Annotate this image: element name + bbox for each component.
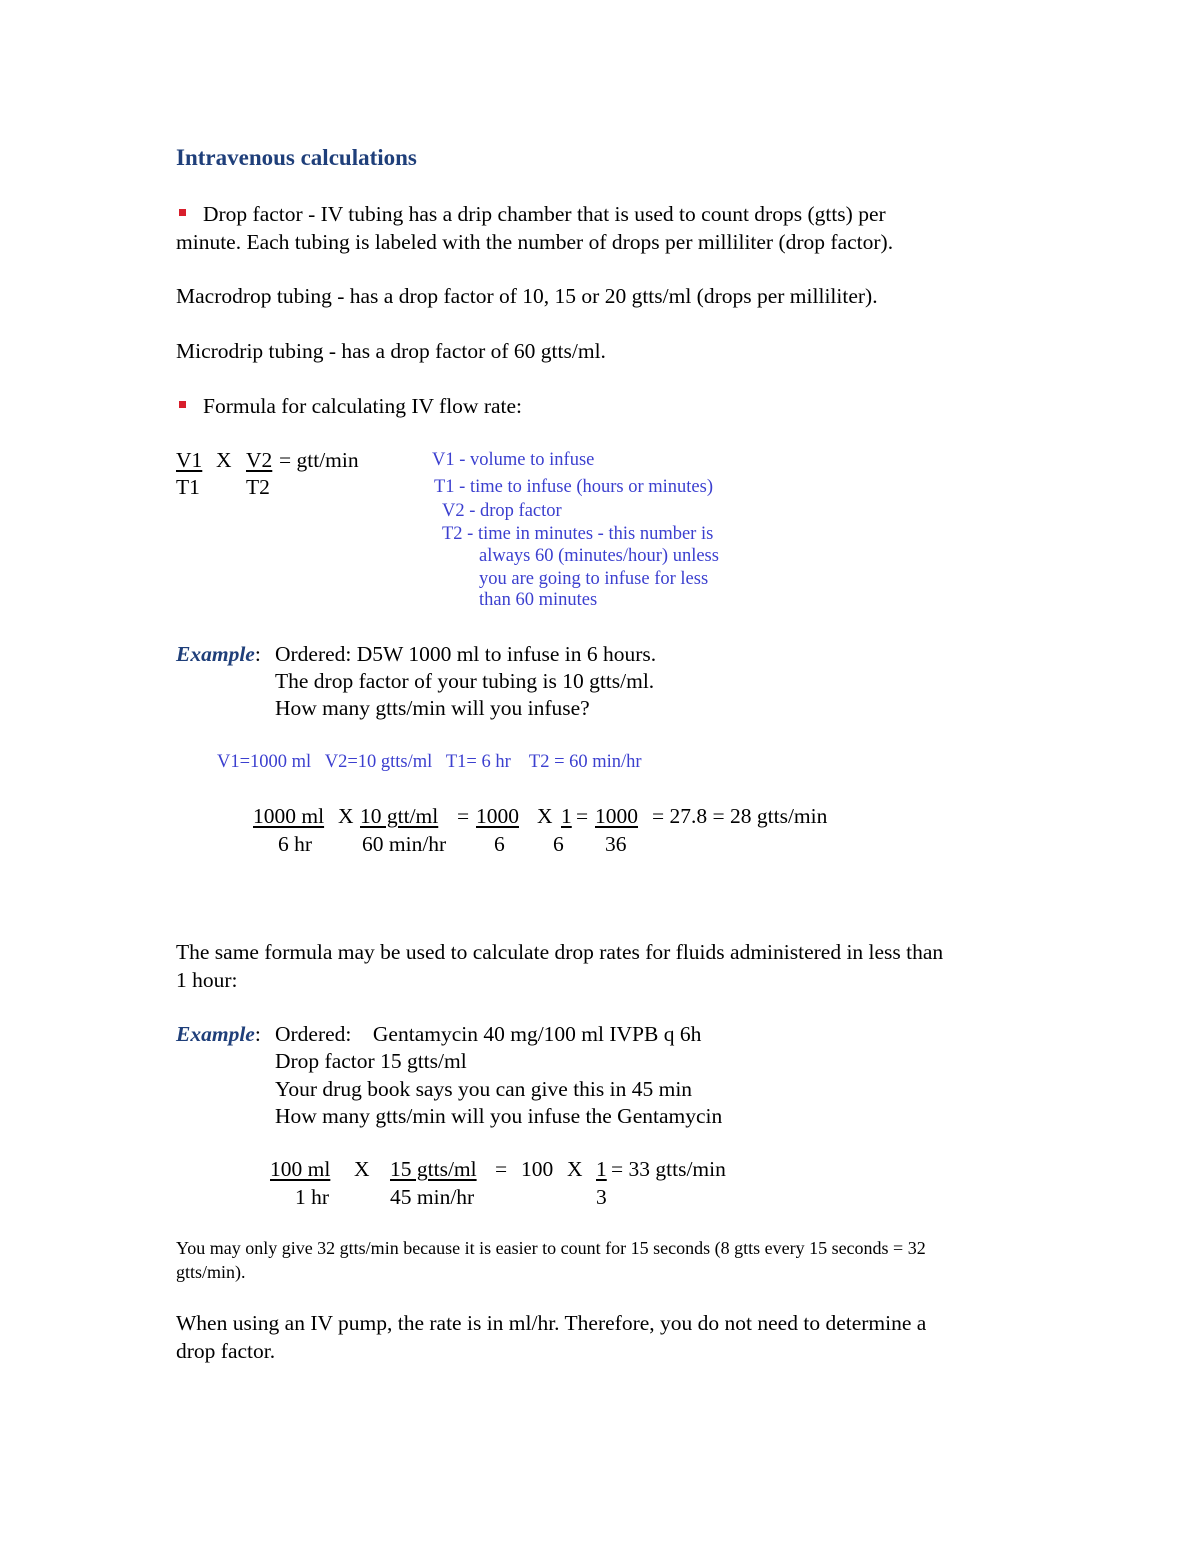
calc-1-n5: 1000 <box>595 804 638 828</box>
drop-factor-line-2: minute. Each tubing is labeled with the number of drops per milliliter (drop factor). <box>176 230 894 254</box>
example-label: Example <box>176 642 255 666</box>
calc-1-d1: 6 hr <box>278 832 313 856</box>
formula-v2: V2 <box>246 448 273 472</box>
example-2-line-2: Drop factor 15 gtts/ml <box>275 1049 467 1073</box>
calc-2-n4: 1 <box>596 1157 607 1181</box>
example-2-label <box>176 1020 261 1048</box>
note-line-2: gtts/min). <box>176 1262 246 1282</box>
pump-line-1: When using an IV pump, the rate is in ml/hr. Therefore, you do not need to determine a <box>176 1311 927 1335</box>
microdrip-text: Microdrip tubing - has a drop factor of 60 gtts/ml. <box>176 339 606 363</box>
calc-1-n4: 1 <box>561 804 572 828</box>
calc-1-eq1: = <box>457 804 470 828</box>
drop-factor-line-1: Drop factor - IV tubing has a drip chamber that is used to count drops (gtts) per <box>203 202 886 226</box>
calc-1-n3: 1000 <box>476 804 519 828</box>
example-2-line-1: Ordered: Gentamycin 40 mg/100 ml IVPB q 6h <box>275 1022 702 1046</box>
calc-2-n3: 100 <box>521 1157 554 1181</box>
calc-2-d3: 3 <box>596 1185 607 1209</box>
calc-1-n2: 10 gtt/ml <box>360 804 439 828</box>
calc-2-n1: 100 ml <box>270 1157 331 1181</box>
formula-t1: T1 <box>176 475 200 499</box>
pump-line-2: drop factor. <box>176 1339 276 1363</box>
calc-1-d4: 6 <box>553 832 564 856</box>
legend-t2-cont-1: always 60 (minutes/hour) unless <box>479 546 719 566</box>
example-colon: : <box>254 642 261 666</box>
legend-v1: V1 - volume to infuse <box>432 450 595 470</box>
example-1-line-2: The drop factor of your tubing is 10 gtts/ml. <box>275 669 655 693</box>
example-1-values: V1=1000 ml V2=10 gtts/ml T1= 6 hr T2 = 60 min/hr <box>217 752 642 772</box>
less-than-hour-line-2: 1 hour: <box>176 968 238 992</box>
formula-times: X <box>216 448 232 472</box>
legend-t2-cont-3: than 60 minutes <box>479 590 598 610</box>
example-1-label <box>176 640 261 668</box>
calc-1-d5: 36 <box>605 832 627 856</box>
calc-1-tail: = 27.8 = 28 gtts/min <box>652 804 828 828</box>
calc-1-x2: X <box>537 804 553 828</box>
macrodrop-text: Macrodrop tubing - has a drop factor of 10, 15 or 20 gtts/ml (drops per milliliter). <box>176 284 878 308</box>
example-label: Example <box>176 1022 255 1046</box>
calc-1-d3: 6 <box>494 832 505 856</box>
example-2-line-4: How many gtts/min will you infuse the Gentamycin <box>275 1104 723 1128</box>
note-line-1: You may only give 32 gtts/min because it is easier to count for 15 seconds (8 gtts every 15 seconds = 32 <box>176 1238 926 1258</box>
calc-2-x1: X <box>354 1157 370 1181</box>
calc-2-d2: 45 min/hr <box>390 1185 475 1209</box>
calc-2-tail: = 33 gtts/min <box>611 1157 726 1181</box>
legend-t1: T1 - time to infuse (hours or minutes) <box>434 477 713 497</box>
calc-2-n2: 15 gtts/ml <box>390 1157 477 1181</box>
example-1-line-3: How many gtts/min will you infuse? <box>275 696 590 720</box>
bullet-icon <box>179 401 186 408</box>
calc-1-n1: 1000 ml <box>253 804 325 828</box>
formula-t2: T2 <box>246 475 270 499</box>
legend-t2-cont-2: you are going to infuse for less <box>479 569 709 589</box>
calc-1-x1: X <box>338 804 354 828</box>
example-2-line-3: Your drug book says you can give this in 45 min <box>275 1077 693 1101</box>
page-title: Intravenous calculations <box>176 145 417 170</box>
formula-result: = gtt/min <box>279 448 359 472</box>
calc-2-x2: X <box>567 1157 583 1181</box>
less-than-hour-line-1: The same formula may be used to calculate drop rates for fluids administered in less than <box>176 940 944 964</box>
example-colon: : <box>254 1022 261 1046</box>
formula-v1: V1 <box>176 448 203 472</box>
bullet-icon <box>179 209 186 216</box>
calc-1-eq2: = <box>576 804 589 828</box>
formula-heading: Formula for calculating IV flow rate: <box>203 394 523 418</box>
example-1-line-1: Ordered: D5W 1000 ml to infuse in 6 hours. <box>275 642 657 666</box>
legend-v2: V2 - drop factor <box>442 501 562 521</box>
calc-2-eq1: = <box>495 1157 508 1181</box>
calc-1-d2: 60 min/hr <box>362 832 447 856</box>
legend-t2: T2 - time in minutes - this number is <box>442 524 714 544</box>
calc-2-d1: 1 hr <box>295 1185 330 1209</box>
